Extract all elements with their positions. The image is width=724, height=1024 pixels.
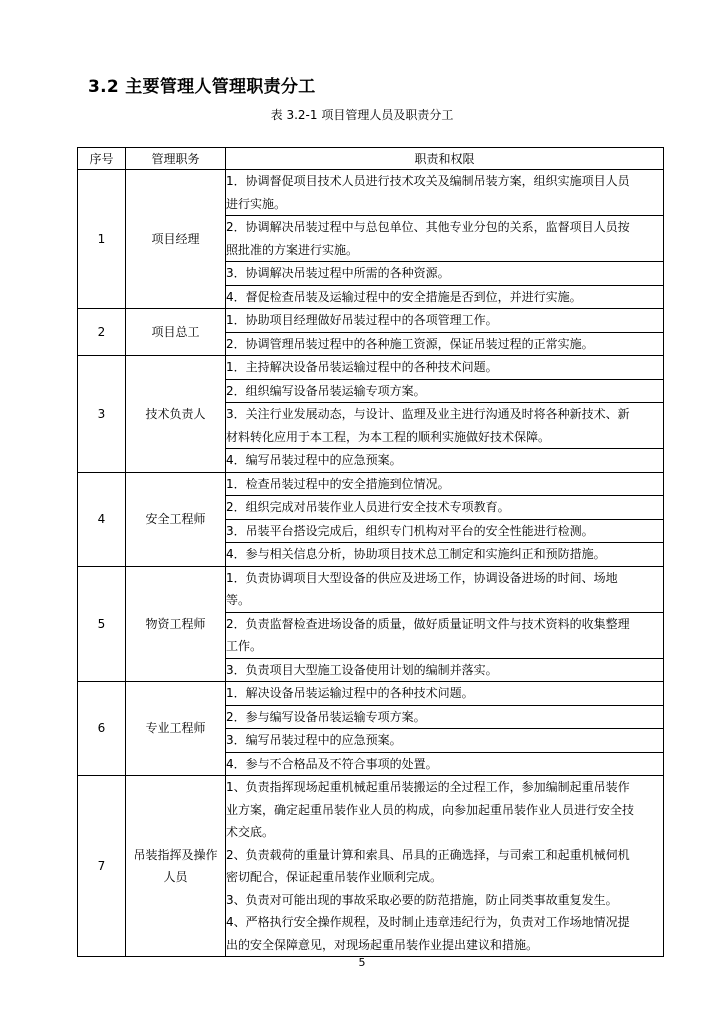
role-name: 技术负责人 [126,356,226,473]
role-name: 吊装指挥及操作人员 [126,776,226,957]
role-name: 专业工程师 [126,682,226,776]
header-num: 序号 [78,148,126,170]
duty-line: 密切配合，保证起重吊装作业顺利完成。 [226,870,443,884]
duty-line: 术交底。 [226,825,275,839]
duty-line: 2．参与编写设备吊装运输专项方案。 [226,706,663,730]
duty-line: 1．检查吊装过程中的安全措施到位情况。 [226,473,663,497]
row-number: 3 [78,356,126,473]
duty-line: 工作。 [226,635,663,659]
duty-cell [226,472,664,566]
table-row [78,776,664,957]
role-name: 项目总工 [126,309,226,356]
table-row [78,309,664,356]
duty-line: 1．协助项目经理做好吊装过程中的各项管理工作。 [226,309,663,333]
duty-cell [226,356,664,473]
header-duties: 职责和权限 [226,148,664,170]
row-number: 7 [78,776,126,957]
duty-line: 2、负责载荷的重量计算和索具、吊具的正确选择，与司索工和起重机械伺机 [226,847,630,862]
duty-line: 2．协调管理吊装过程中的各种施工资源，保证吊装过程的正常实施。 [226,336,594,351]
section-heading: 3.2 主要管理人管理职责分工 [88,77,316,97]
duty-line: 3．协调解决吊装过程中所需的各种资源。 [226,262,663,286]
duty-line: 3．负责项目大型施工设备使用计划的编制并落实。 [226,662,498,677]
table-row [78,682,664,776]
duty-line: 3．吊装平台搭设完成后，组织专门机构对平台的安全性能进行检测。 [226,520,663,544]
table-row [78,472,664,566]
table-row [78,566,664,682]
duty-line: 2．负责监督检查进场设备的质量，做好质量证明文件与技术资料的收集整理 [226,616,630,631]
row-number: 1 [78,170,126,309]
role-name: 项目经理 [126,170,226,309]
duty-line: 业方案，确定起重吊装作业人员的构成，向参加起重吊装作业人员进行安全技 [226,802,635,817]
duty-line: 4．参与相关信息分析，协助项目技术总工制定和实施纠正和预防措施。 [226,547,606,561]
row-number: 5 [78,566,126,682]
duty-cell [226,309,664,356]
duty-cell [226,566,664,682]
duty-line: 4．督促检查吊装及运输过程中的安全措施是否到位，并进行实施。 [226,289,582,304]
table-header-row [78,148,664,170]
duty-table [77,147,664,957]
duty-line: 4、严格执行安全操作规程，及时制止违章违纪行为，负责对工作场地情况提 [226,915,630,929]
duty-line: 3．编写吊装过程中的应急预案。 [226,729,663,753]
duty-line: 材料转化应用于本工程，为本工程的顺利实施做好技术保障。 [226,426,663,450]
table-caption: 表 3.2-1 项目管理人员及职责分工 [270,108,454,122]
duty-line: 2．组织完成对吊装作业人员进行安全技术专项教育。 [226,496,663,520]
duty-line: 1、负责指挥现场起重机械起重吊装搬运的全过程工作，参加编制起重吊装作 [226,780,630,794]
header-role: 管理职务 [126,148,226,170]
table-row [78,356,664,473]
duty-line: 照批准的方案进行实施。 [226,239,663,263]
page-number: 5 [358,956,366,969]
duty-line: 1．解决设备吊装运输过程中的各种技术问题。 [226,682,663,706]
role-name: 安全工程师 [126,472,226,566]
duty-line: 进行实施。 [226,193,663,217]
duty-cell [226,170,664,309]
row-number: 2 [78,309,126,356]
table-row [78,170,664,309]
duty-line: 2．组织编写设备吊装运输专项方案。 [226,380,663,404]
duty-line: 3．关注行业发展动态，与设计、监理及业主进行沟通及时将各种新技术、新 [226,407,630,421]
duty-cell [226,776,664,957]
duty-line: 3、负责对可能出现的事故采取必要的防范措施，防止同类事故重复发生。 [226,892,618,907]
duty-line: 等。 [226,589,663,613]
duty-line: 1．协调督促项目技术人员进行技术攻关及编制吊装方案，组织实施项目人员 [226,174,630,188]
duty-line: 出的安全保障意见，对现场起重吊装作业提出建议和措施。 [226,937,539,952]
duty-cell [226,682,664,776]
row-number: 6 [78,682,126,776]
row-number: 4 [78,472,126,566]
duty-line: 1．负责协调项目大型设备的供应及进场工作，协调设备进场的时间、场地 [226,570,618,585]
duty-line: 2．协调解决吊装过程中与总包单位、其他专业分包的关系，监督项目人员按 [226,220,630,234]
duty-line: 4．编写吊装过程中的应急预案。 [226,453,402,467]
duty-line: 1．主持解决设备吊装运输过程中的各种技术问题。 [226,356,663,380]
duty-line: 4．参与不合格品及不符合事项的处置。 [226,756,438,771]
role-name: 物资工程师 [126,566,226,682]
